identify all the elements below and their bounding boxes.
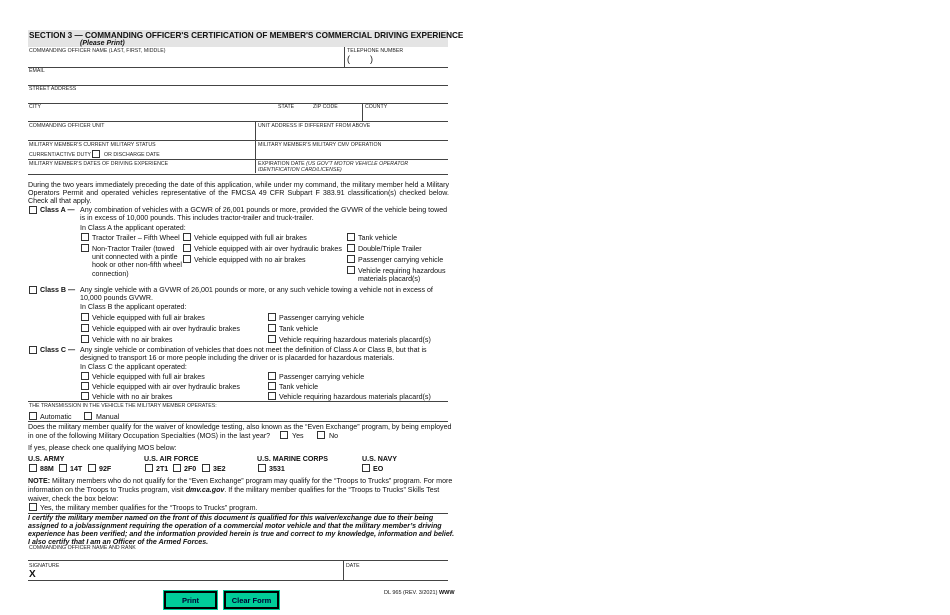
mos-marines-title: U.S. MARINE CORPS [257, 455, 328, 463]
email-field[interactable] [28, 74, 448, 85]
class-a-label: Class A — [40, 206, 75, 214]
class-a-hazmat-label: Vehicle requiring hazardous materials placard(s) [358, 267, 446, 284]
automatic-label: Automatic [40, 413, 72, 421]
telephone-label: TELEPHONE NUMBER [347, 48, 404, 54]
class-a-tank-checkbox[interactable] [347, 233, 355, 241]
date-label: DATE [346, 563, 360, 569]
mos-navy-title: U.S. NAVY [362, 455, 397, 463]
class-a-air-hyd-checkbox[interactable] [183, 244, 191, 252]
form-id: DL 965 (REV. 3/2021) [384, 590, 438, 596]
class-c-passenger-checkbox[interactable] [268, 372, 276, 380]
class-b-hazmat-label: Vehicle requiring hazardous materials placard(s) [279, 336, 431, 344]
mos-14t-label: 14T [70, 465, 83, 473]
class-c-passenger-label: Passenger carrying vehicle [279, 373, 365, 381]
mos-3e2-label: 3E2 [213, 465, 226, 473]
note-text-2a: information on the Troops to Trucks program, visit [28, 486, 186, 494]
mos-eo-label: EO [373, 465, 384, 473]
class-b-passenger-label: Passenger carrying vehicle [279, 314, 365, 322]
mos-2t1-checkbox[interactable] [145, 464, 153, 472]
cmv-operation-field[interactable] [256, 148, 447, 158]
class-a-passenger-label: Passenger carrying vehicle [358, 256, 444, 264]
class-c-hazmat-checkbox[interactable] [268, 392, 276, 400]
state-label: STATE [278, 104, 295, 110]
class-c-hazmat-label: Vehicle requiring hazardous materials placard(s) [279, 393, 431, 401]
class-b-air-hyd-label: Vehicle equipped with air over hydraulic brakes [92, 325, 240, 333]
expiration-label-text: EXPIRATION DATE [258, 161, 307, 167]
mos-88m-label: 88M [40, 465, 54, 473]
class-a-no-air-checkbox[interactable] [183, 255, 191, 263]
certify-line2: assigned to a job/assignment requiring the operation of a commercial motor vehicle and that the military member’s driving [28, 522, 442, 530]
www-mark: WWW [438, 590, 455, 596]
county-label: COUNTY [365, 104, 388, 110]
class-b-hazmat-checkbox[interactable] [268, 335, 276, 343]
phone-area-mask: ( ) [347, 54, 373, 64]
mos-2t1-label: 2T1 [156, 465, 169, 473]
note-bold: NOTE: [28, 477, 51, 485]
waiver-no-label: No [329, 432, 339, 440]
troops-to-trucks-label: Yes, the military member qualifies for the “Troops to Trucks” program. [40, 504, 258, 512]
mos-eo-checkbox[interactable] [362, 464, 370, 472]
certify-line1: I certify the military member named on the front of this document is qualified for this waiver/exchange due to their being [28, 514, 434, 522]
unit-address-field[interactable] [256, 129, 447, 140]
waiver-no-checkbox[interactable] [317, 431, 325, 439]
note-text-1: Military members who do not qualify for the “Even Exchange” program may qualify for the “Troops to Trucks” program. For more [50, 477, 453, 485]
expiration-label [258, 161, 447, 173]
class-a-description: Any combination of vehicles with a GCWR of 26,001 pounds or more, provided the GVWR of the vehicle being towed is in excess of 10,000 pounds. This includes tractor-trailer and truck-trailer. [80, 206, 448, 223]
note-text-2b: . If the military member qualifies for the “Troops to Trucks” Skills Test [224, 486, 440, 494]
cmv-operation-label: MILITARY MEMBER'S MILITARY CMV OPERATION [258, 142, 382, 148]
city-field[interactable] [28, 110, 273, 121]
unit-address-label: UNIT ADDRESS IF DIFFERENT FROM ABOVE [258, 123, 371, 129]
class-c-operated: In Class C the applicant operated: [80, 363, 187, 371]
class-b-label: Class B — [40, 286, 76, 294]
mos-2f0-label: 2F0 [184, 465, 197, 473]
certify-line3: experience has been verified; and the information provided herein is true and correct to my knowledge, information and belief. [28, 530, 455, 538]
signature-field[interactable] [40, 569, 340, 580]
class-a-passenger-checkbox[interactable] [347, 255, 355, 263]
class-c-tank-checkbox[interactable] [268, 382, 276, 390]
class-c-no-air-label: Vehicle with no air brakes [92, 393, 173, 401]
dates-experience-label: MILITARY MEMBER'S DATES OF DRIVING EXPERIENCE [29, 161, 169, 167]
state-field[interactable] [276, 110, 308, 121]
co-name-rank-field[interactable] [28, 551, 448, 560]
manual-label: Manual [96, 413, 120, 421]
class-c-description: Any single vehicle or combination of vehicles that does not meet the definition of Class A or Class B, but that is designed to transport 16 or more people including the driver or is placarded for hazardous materials. [80, 346, 427, 363]
mos-2f0-checkbox[interactable] [173, 464, 181, 472]
waiver-question-line1: Does the military member qualify for the waiver of knowledge testing, also known as the “Even Exchange” program, by being employed [28, 423, 452, 431]
class-c-tank-label: Tank vehicle [279, 383, 319, 391]
waiver-if-yes: If yes, please check one qualifying MOS below: [28, 444, 177, 452]
mos-92f-label: 92F [99, 465, 112, 473]
class-a-operated: In Class A the applicant operated: [80, 224, 186, 232]
discharge-date-field[interactable] [165, 148, 253, 158]
class-a-double-label: Double/Triple Trailer [358, 245, 422, 253]
class-b-no-air-checkbox[interactable] [81, 335, 89, 343]
street-label: STREET ADDRESS [29, 86, 77, 92]
class-b-no-air-label: Vehicle with no air brakes [92, 336, 173, 344]
form-id-footer [384, 590, 455, 596]
class-b-passenger-checkbox[interactable] [268, 313, 276, 321]
co-unit-field[interactable] [28, 129, 254, 140]
military-status-label: MILITARY MEMBER'S CURRENT MILITARY STATUS [29, 142, 156, 148]
county-field[interactable] [363, 110, 447, 121]
class-b-full-air-label: Vehicle equipped with full air brakes [92, 314, 205, 322]
email-label: EMAIL [29, 68, 45, 74]
mos-92f-checkbox[interactable] [88, 464, 96, 472]
class-a-double-checkbox[interactable] [347, 244, 355, 252]
waiver-question-line2: in one of the following Military Occupation Specialties (MOS) in the last year? [28, 432, 271, 440]
manual-checkbox[interactable] [84, 412, 92, 420]
class-c-full-air-label: Vehicle equipped with full air brakes [92, 373, 205, 381]
class-c-checkbox[interactable] [29, 346, 37, 354]
mos-88m-checkbox[interactable] [29, 464, 37, 472]
certify-line4: I also certify that I am an Officer of the Armed Forces. [28, 538, 209, 546]
intro-paragraph: During the two years immediately preceding the date of this application, while under my command, the military member held a Military Operators Permit and operated vehicles representative of the FMCSA 49 CFR Subpart F 383.91 classification(s) checked below. Check all that apply. [28, 181, 449, 206]
co-name-rank-label: COMMANDING OFFICER NAME AND RANK [29, 545, 136, 551]
mos-army-title: U.S. ARMY [28, 455, 65, 463]
co-unit-label: COMMANDING OFFICER UNIT [29, 123, 105, 129]
co-name-field[interactable] [28, 54, 343, 67]
note-line3: waiver, check the box below: [28, 495, 119, 503]
class-b-checkbox[interactable] [29, 286, 37, 294]
mos-3531-label: 3531 [269, 465, 285, 473]
dmv-link[interactable]: dmv.ca.gov [185, 486, 225, 494]
mos-3531-checkbox[interactable] [258, 464, 266, 472]
class-a-full-air-checkbox[interactable] [183, 233, 191, 241]
expiration-label-note: (US GOV'T MOTOR VEHICLE OPERATOR IDENTIFICATION CARD/LICENSE) [258, 161, 409, 174]
section-subtitle: (Please Print) [80, 39, 125, 47]
co-name-label: COMMANDING OFFICER NAME (LAST, FIRST, MIDDLE) [29, 48, 166, 54]
telephone-field[interactable] [345, 54, 447, 67]
class-a-air-hyd-label: Vehicle equipped with air over hydraulic brakes [194, 245, 342, 253]
class-b-tank-label: Tank vehicle [279, 325, 319, 333]
class-a-hazmat-checkbox[interactable] [347, 266, 355, 274]
class-b-tank-checkbox[interactable] [268, 324, 276, 332]
note-line2 [28, 486, 439, 494]
date-field[interactable] [344, 569, 447, 580]
class-b-description: Any single vehicle with a GVWR of 26,001 pounds or more, or any such vehicle towing a vehicle not in excess of 10,000 pounds GVWR. [80, 286, 433, 303]
print-button[interactable]: Print [164, 591, 217, 609]
transmission-label: THE TRANSMISSION IN THE VEHICLE THE MILITARY MEMBER OPERATES: [29, 403, 217, 409]
mos-3e2-checkbox[interactable] [202, 464, 210, 472]
clear-form-button[interactable]: Clear Form [224, 591, 279, 609]
current-active-label: CURRENT/ACTIVE DUTY [29, 152, 92, 158]
city-label: CITY [29, 104, 42, 110]
troops-to-trucks-checkbox[interactable] [29, 503, 37, 511]
class-c-label: Class C — [40, 346, 76, 354]
note-line1 [28, 477, 452, 485]
class-c-full-air-checkbox[interactable] [81, 372, 89, 380]
class-c-no-air-checkbox[interactable] [81, 392, 89, 400]
class-a-tractor-label: Tractor Trailer – Fifth Wheel [92, 234, 180, 242]
zip-field[interactable] [311, 110, 361, 121]
class-a-no-air-label: Vehicle equipped with no air brakes [194, 256, 306, 264]
class-a-nontractor-checkbox[interactable] [81, 244, 89, 252]
class-a-tank-label: Tank vehicle [358, 234, 398, 242]
automatic-checkbox[interactable] [29, 412, 37, 420]
class-c-air-hyd-label: Vehicle equipped with air over hydraulic brakes [92, 383, 240, 391]
mos-air-force-title: U.S. AIR FORCE [144, 455, 199, 463]
section-title: SECTION 3 — COMMANDING OFFICER'S CERTIFICATION OF MEMBER'S COMMERCIAL DRIVING EXPERIENCE [29, 31, 464, 40]
waiver-yes-label: Yes [292, 432, 304, 440]
signature-x-mark: X [29, 569, 36, 580]
street-field[interactable] [28, 92, 448, 103]
discharge-label: OR DISCHARGE DATE [104, 152, 160, 158]
class-b-full-air-checkbox[interactable] [81, 313, 89, 321]
class-a-tractor-checkbox[interactable] [81, 233, 89, 241]
class-b-operated: In Class B the applicant operated: [80, 303, 187, 311]
class-c-air-hyd-checkbox[interactable] [81, 382, 89, 390]
dates-experience-field[interactable] [28, 166, 254, 173]
class-a-checkbox[interactable] [29, 206, 37, 214]
class-a-nontractor-label: Non-Tractor Trailer (towed unit connected with a pintle hook or other non-fifth wheel connection) [92, 245, 182, 278]
signature-label: SIGNATURE [29, 563, 60, 569]
class-a-full-air-label: Vehicle equipped with full air brakes [194, 234, 307, 242]
class-b-air-hyd-checkbox[interactable] [81, 324, 89, 332]
waiver-yes-checkbox[interactable] [280, 431, 288, 439]
mos-14t-checkbox[interactable] [59, 464, 67, 472]
zip-label: ZIP CODE [313, 104, 338, 110]
active-duty-checkbox[interactable] [92, 150, 100, 158]
